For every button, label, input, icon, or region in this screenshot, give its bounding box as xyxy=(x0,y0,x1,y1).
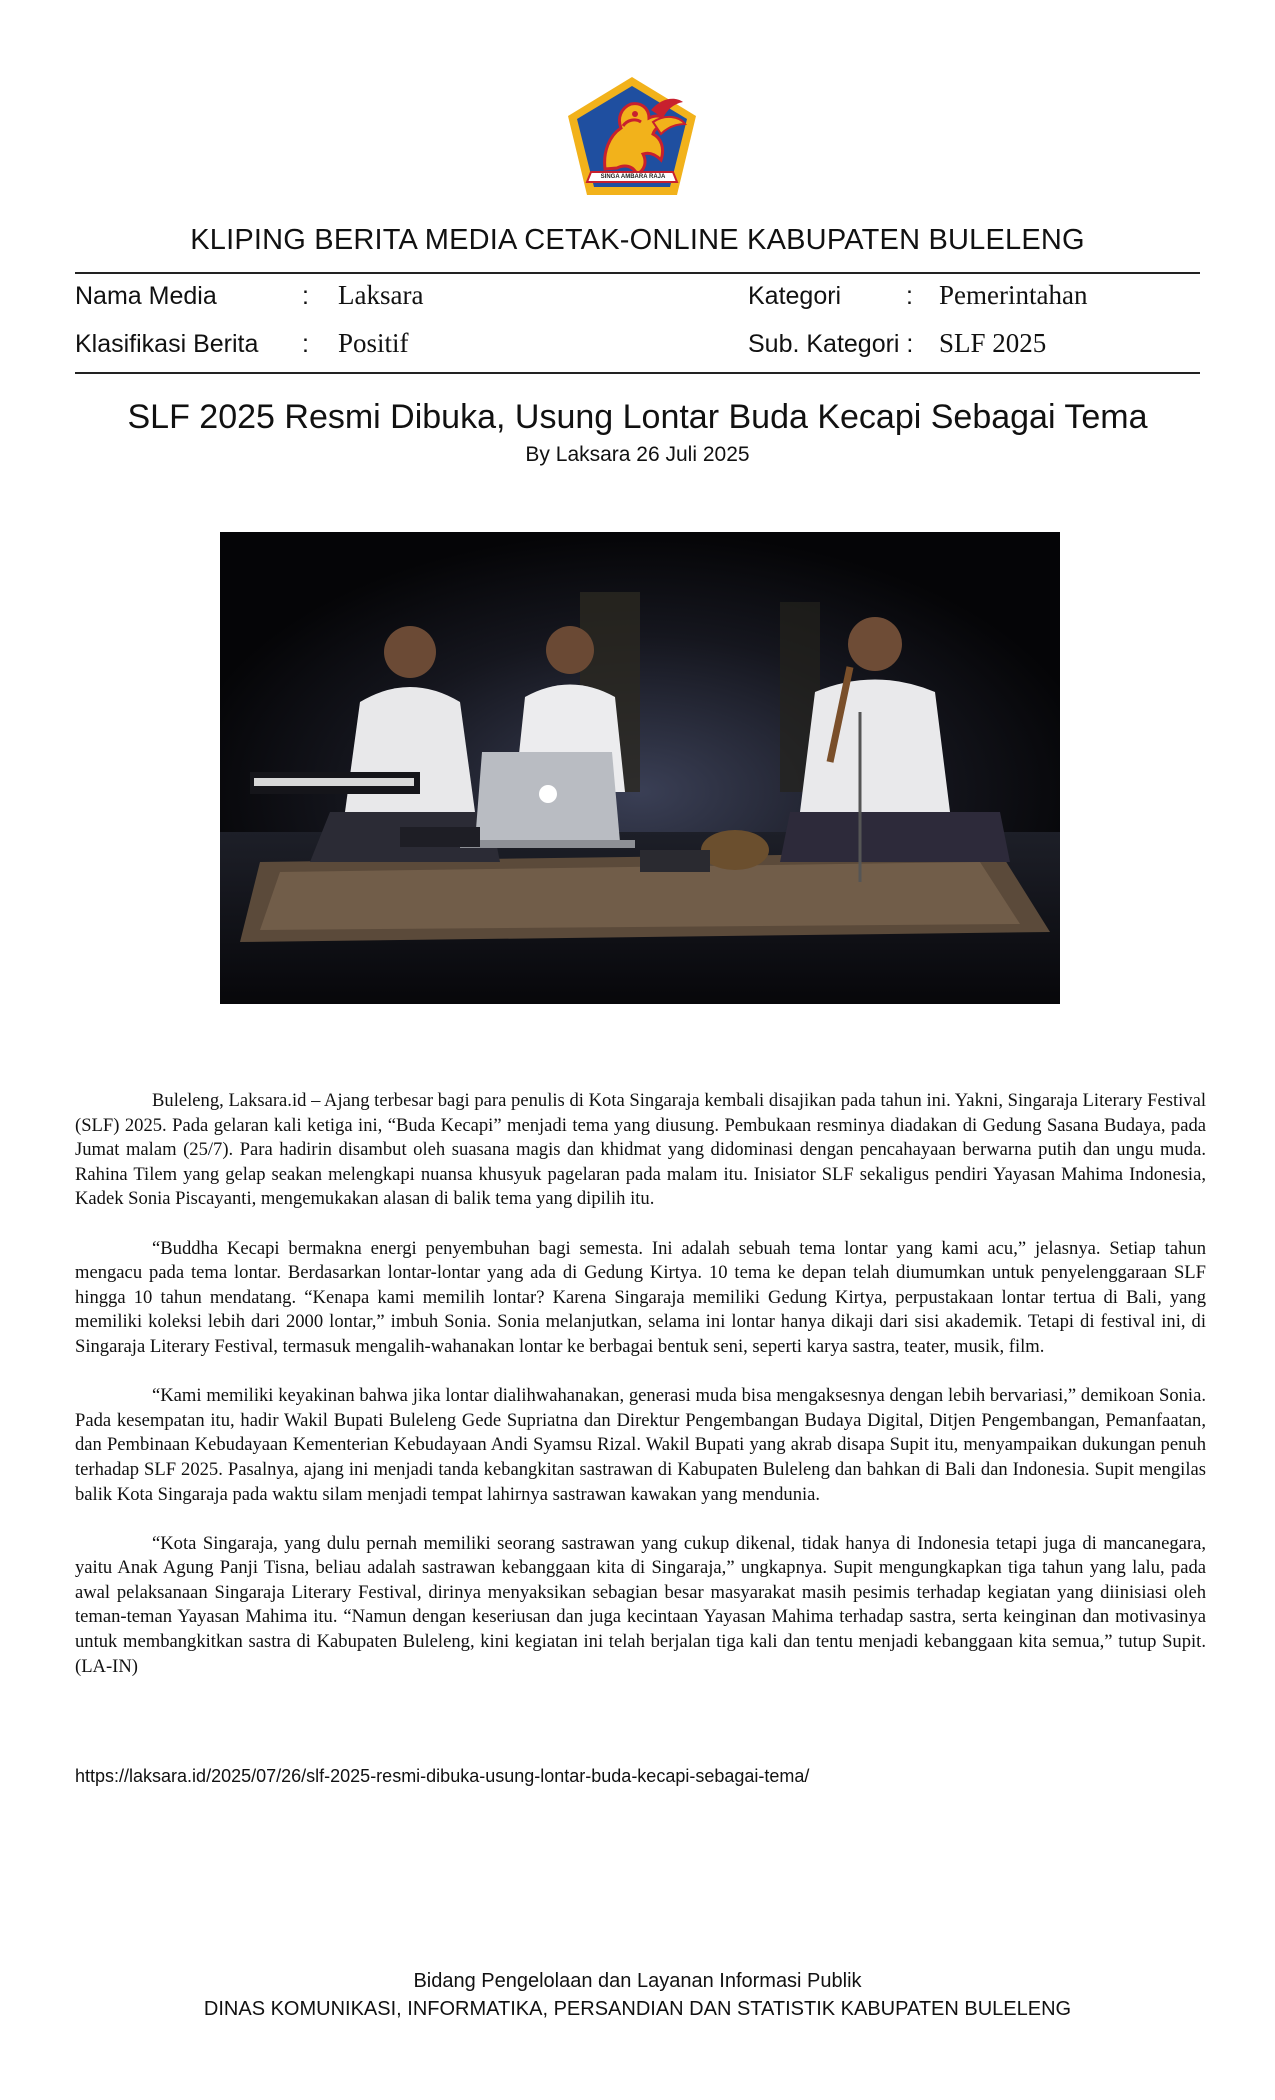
header-divider-bottom xyxy=(75,372,1200,374)
buleleng-emblem-logo xyxy=(565,74,699,200)
three-musicians-performing-photo xyxy=(220,532,1060,1004)
subkategori-value: SLF 2025 xyxy=(939,328,1047,358)
kategori-label: Kategori xyxy=(748,282,842,310)
media-value: Laksara xyxy=(338,280,424,310)
klasifikasi-label: Klasifikasi Berita xyxy=(75,330,259,358)
source-url: https://laksara.id/2025/07/26/slf-2025-resmi-dibuka-usung-lontar-buda-kecapi-sebagai-tema/ xyxy=(75,1766,810,1786)
article-paragraph: “Buddha Kecapi bermakna energi penyembuhan bagi semesta. Ini adalah sebuah tema lontar yang kami acu,” jelasnya. Setiap tahun mengacu pada tema lontar. Berdasarkan lontar-lontar yang ada di Gedung Kirtya. 10 tema ke depan telah diumumkan untuk penyelenggaraan SLF hingga 10 tahun mendatang. “Kenapa kami memilih lontar? Karena Singaraja memiliki Gedung Kirtya, perpustakaan lontar tertua di Bali, yang memiliki koleksi lebih dari 2000 lontar,” imbuh Sonia. Sonia melanjutkan, selama ini lontar hanya dikaji dari sisi akademik. Tetapi di festival ini, di Singaraja Literary Festival, termasuk mengalih-wahanakan lontar ke berbagai bentuk seni, seperti karya sastra, teater, musik, film. xyxy=(75,1237,1206,1357)
footer-agency: DINAS KOMUNIKASI, INFORMATIKA, PERSANDIAN DAN STATISTIK KABUPATEN BULELENG xyxy=(203,1998,1072,2020)
kategori-colon: : xyxy=(906,282,913,310)
article-title: SLF 2025 Resmi Dibuka, Usung Lontar Buda Kecapi Sebagai Tema xyxy=(127,398,1148,436)
klasifikasi-value: Positif xyxy=(338,328,409,358)
footer-department: Bidang Pengelolaan dan Layanan Informasi Publik xyxy=(413,1970,862,1992)
subkategori-label: Sub. Kategori : xyxy=(748,330,914,358)
kategori-value: Pemerintahan xyxy=(939,280,1088,310)
header-divider-top xyxy=(75,272,1200,274)
article-photo xyxy=(220,532,1060,1004)
article-paragraph: Buleleng, Laksara.id – Ajang terbesar bagi para penulis di Kota Singaraja kembali disajikan pada tahun ini. Yakni, Singaraja Literary Festival (SLF) 2025. Pada gelaran kali ketiga ini, “Buda Kecapi” menjadi tema yang diusung. Pembukaan resminya diadakan di Gedung Sasana Budaya, pada Jumat malam (25/7). Para hadirin disambut oleh suasana magis dan khidmat yang didominasi dengan pencahayaan berwarna putih dan ungu muda. Rahina Tilem yang gelap seakan melengkapi nuansa khusyuk pagelaran pada malam itu. Inisiator SLF sekaligus pendiri Yayasan Mahima Indonesia, Kadek Sonia Piscayanti, mengemukakan alasan di balik tema yang dipilih itu. xyxy=(75,1090,1206,1210)
emblem-motto: SINGA AMBARA RAJA xyxy=(600,174,666,180)
article-body xyxy=(75,1089,1206,1704)
article-paragraph: “Kami memiliki keyakinan bahwa jika lontar dialihwahanakan, generasi muda bisa mengaksesnya dengan lebih bervariasi,” demikoan Sonia. Pada kesempatan itu, hadir Wakil Bupati Buleleng Gede Supriatna dan Direktur Pengembangan Budaya Digital, Ditjen Pengembangan, Pemanfaatan, dan Pembinaan Kebudayaan Kementerian Kebudayaan Andi Syamsu Rizal. Wakil Bupati yang akrab disapa Supit itu, menyampaikan dukungan penuh terhadap SLF 2025. Pasalnya, ajang ini menjadi tanda kebangkitan sastrawan di Kabupaten Buleleng dan bahkan di Bali dan Indonesia. Supit mengilas balik Kota Singaraja pada waktu silam menjadi tempat lahirnya sastrawan kawakan yang mendunia. xyxy=(75,1385,1206,1505)
header-title: KLIPING BERITA MEDIA CETAK-ONLINE KABUPATEN BULELENG xyxy=(190,224,1085,256)
article-byline: By Laksara 26 Juli 2025 xyxy=(525,443,750,466)
article-paragraph: “Kota Singaraja, yang dulu pernah memiliki seorang sastrawan yang cukup dikenal, tidak hanya di Indonesia tetapi juga di mancanegara, yaitu Anak Agung Panji Tisna, beliau adalah sastrawan kebanggaan kita di Singaraja,” ungkapnya. Supit mengungkapkan tiga tahun yang lalu, pada awal pelaksanaan Singaraja Literary Festival, dirinya menyaksikan sebagian besar masyarakat masih pesimis terhadap kegiatan yang diinisiasi oleh teman-teman Yayasan Mahima itu. “Namun dengan keseriusan dan juga kecintaan Yayasan Mahima terhadap sastra, serta keinginan dan motivasinya untuk membangkitkan sastra di Kabupaten Buleleng, kini kegiatan ini telah berjalan tiga kali dan tentu menjadi kebanggaan kita semua,” tutup Supit. (LA-IN) xyxy=(75,1532,1206,1677)
media-label: Nama Media xyxy=(75,282,217,310)
klasifikasi-colon: : xyxy=(302,330,309,358)
media-colon: : xyxy=(302,282,309,310)
